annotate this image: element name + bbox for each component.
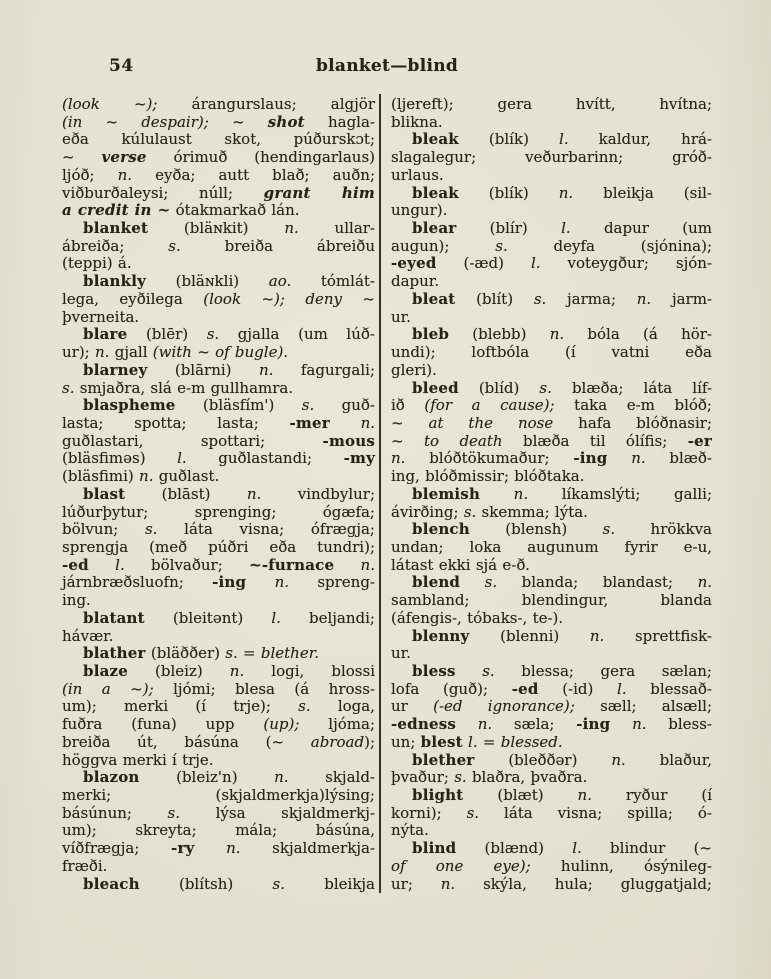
dictionary-line: blankly (bläɴkli) ao. tómlát- <box>83 272 375 291</box>
running-header: blanket—blind <box>315 56 459 76</box>
dictionary-line: blear (blír) l. dapur (um <box>412 219 712 238</box>
dictionary-line: hávær. <box>62 626 114 645</box>
dictionary-line: lega, eyðilega (look ~); deny ~ <box>62 289 375 308</box>
dictionary-line: augun); s. deyfa (sjónina); <box>391 236 712 255</box>
page-number: 54 <box>109 56 134 76</box>
dictionary-line: látast ekki sjá e-ð. <box>391 555 530 574</box>
dictionary-line: bölvun; s. láta visna; ófrægja; <box>62 520 375 539</box>
dictionary-line: n. blóðtökumaður; -ing n. blæð- <box>391 449 712 468</box>
dictionary-line: (bläsfimi) n. guðlast. <box>62 467 220 486</box>
dictionary-line: of one eye); hulinn, ósýnileg- <box>391 856 712 875</box>
dictionary-line: fuðra (funa) upp (up); ljóma; <box>62 715 376 734</box>
dictionary-line: blazon (bleiz'n) n. skjald- <box>83 768 375 787</box>
dictionary-line: eða kúlulaust skot, púðurskɔt; <box>62 130 375 149</box>
dictionary-line: (look ~); árangurslaus; algjör <box>62 95 375 113</box>
dictionary-line: (bläsfiməs) l. guðlastandi; -my <box>62 449 375 468</box>
dictionary-line: blench (blensh) s. hrökkva <box>412 520 712 539</box>
dictionary-line: blind (blænd) l. blindur (~ <box>412 839 712 858</box>
dictionary-line: blether (bleððər) n. blaður, <box>412 750 712 769</box>
dictionary-line: merki; (skjaldmerkja)lýsing; <box>62 786 375 805</box>
dictionary-line: lúðurþytur; sprenging; ógæfa; <box>62 502 375 521</box>
dictionary-line: breiða út, básúna (~ abroad); <box>62 732 375 751</box>
dictionary-line: ungur). <box>391 201 448 220</box>
dictionary-line: þvaður; s. blaðra, þvaðra. <box>391 768 588 787</box>
dictionary-line: (teppi) á. <box>62 254 132 273</box>
dictionary-line: um); skreyta; mála; básúna, <box>62 821 375 840</box>
dictionary-line: dapur. <box>391 272 440 291</box>
dictionary-line: blikna. <box>391 112 443 131</box>
dictionary-line: ábreiða; s. breiða ábreiðu <box>62 236 376 255</box>
dictionary-line: blanket (bläɴkit) n. ullar- <box>83 219 375 238</box>
dictionary-line: viðburðaleysi; núll; grant him <box>62 183 375 202</box>
dictionary-line: blarney (blārni) n. fagurgali; <box>83 360 376 379</box>
dictionary-line: bleak (blík) l. kaldur, hrá- <box>412 130 712 149</box>
dictionary-line: lasta; spotta; lasta; -mer n. <box>62 413 375 432</box>
column-divider <box>379 94 381 893</box>
dictionary-line: guðlastari, spottari; -mous <box>62 431 375 450</box>
dictionary-line: -ed l. bölvaður; ~-furnace n. <box>62 555 375 574</box>
dictionary-line: járnbræðsluofn; -ing n. spreng- <box>62 573 375 592</box>
dictionary-line: ur. <box>391 644 411 663</box>
dictionary-line: un; blest l. = blessed. <box>391 732 563 751</box>
dictionary-line: ~ at the nose hafa blóðnasir; <box>391 413 712 432</box>
dictionary-line: slagalegur; veðurbarinn; gróð- <box>391 148 712 167</box>
dictionary-line: ~ to death blæða til ólífis; -er <box>391 431 712 450</box>
dictionary-line: -edness n. sæla; -ing n. bless- <box>391 715 712 734</box>
dictionary-line: gleri). <box>391 360 437 379</box>
dictionary-line: bleed (blíd) s. blæða; láta líf- <box>412 378 712 397</box>
dictionary-line: ur; n. skýla, hula; gluggatjald; <box>391 874 712 893</box>
dictionary-line: blare (blēr) s. gjalla (um lúð- <box>83 325 375 344</box>
dictionary-line: blenny (blenni) n. sprettfisk- <box>412 626 712 645</box>
dictionary-line: (áfengis-, tóbaks-, te-). <box>391 608 564 627</box>
column-left <box>62 96 375 893</box>
dictionary-line: bleak (blík) n. bleikja (sil- <box>412 183 712 202</box>
dictionary-line: víðfrægja; -ry n. skjaldmerkja- <box>62 839 375 858</box>
dictionary-line: blast (blāst) n. vindbylur; <box>83 484 376 503</box>
dictionary-line: þverneita. <box>62 307 140 326</box>
dictionary-line: ing, blóðmissir; blóðtaka. <box>391 467 585 486</box>
dictionary-line: ið (for a cause); taka e-m blóð; <box>391 396 712 415</box>
dictionary-line: (in a ~); ljómi; blesa (á hross- <box>62 679 375 698</box>
dictionary-line: fræði. <box>62 856 108 875</box>
dictionary-line: bleat (blít) s. jarma; n. jarm- <box>412 289 713 308</box>
dictionary-line: ur (-ed ignorance); sæll; alsæll; <box>391 697 712 716</box>
dictionary-line: básúnun; s. lýsa skjaldmerkj- <box>62 803 375 822</box>
dictionary-line: ur. <box>391 307 411 326</box>
dictionary-line: (ljereft); gera hvítt, hvítna; <box>391 95 712 113</box>
dictionary-line: korni); s. láta visna; spilla; ó- <box>391 803 712 822</box>
dictionary-line: ur); n. gjall (with ~ of bugle). <box>62 343 289 362</box>
dictionary-line: urlaus. <box>391 165 444 184</box>
dictionary-line: bleb (blebb) n. bóla (á hör- <box>412 325 712 344</box>
dictionary-line: blend s. blanda; blandast; n. <box>412 573 712 592</box>
column-right <box>391 96 712 893</box>
dictionary-line: s. smjaðra, slá e-m gullhamra. <box>62 378 294 397</box>
dictionary-line: höggva merki í trje. <box>62 750 214 769</box>
dictionary-line: bless s. blessa; gera sælan; <box>412 662 712 680</box>
dictionary-line: blather (bläððer) s. = blether. <box>83 644 320 663</box>
dictionary-line: lofa (guð); -ed (-id) l. blessað- <box>391 679 712 698</box>
dictionary-line: sambland; blendingur, blanda <box>391 591 712 610</box>
dictionary-line: ~ verse órimuð (hendingarlaus) <box>62 148 375 167</box>
dictionary-line: undan; loka augunum fyrir e-u, <box>391 537 712 556</box>
dictionary-line: blatant (bleitənt) l. beljandi; <box>83 608 375 627</box>
dictionary-line: um); merki (í trje); s. loga, <box>62 697 375 716</box>
dictionary-line: -eyed (-æd) l. voteygður; sjón- <box>391 254 713 273</box>
dictionary-line: sprengja (með púðri eða tundri); <box>62 537 375 556</box>
dictionary-line: undi); loftbóla (í vatni eða <box>391 343 712 362</box>
dictionary-line: ing. <box>62 591 91 610</box>
dictionary-line: nýta. <box>391 821 429 840</box>
dictionary-line: blaspheme (bläsfím') s. guð- <box>83 396 375 415</box>
dictionary-line: bleach (blítsh) s. bleikja <box>83 874 375 893</box>
dictionary-line: blaze (bleiz) n. logi, blossi <box>83 662 375 680</box>
dictionary-line: (in ~ despair); ~ shot hagla- <box>62 112 375 131</box>
dictionary-line: blight (blæt) n. ryður (í <box>412 786 712 805</box>
dictionary-line: a credit in ~ ótakmarkað lán. <box>62 201 300 220</box>
dictionary-line: blemish n. líkamslýti; galli; <box>412 484 712 503</box>
dictionary-line: ávirðing; s. skemma; lýta. <box>391 502 588 521</box>
dictionary-line: ljóð; n. eyða; autt blað; auðn; <box>62 165 375 184</box>
